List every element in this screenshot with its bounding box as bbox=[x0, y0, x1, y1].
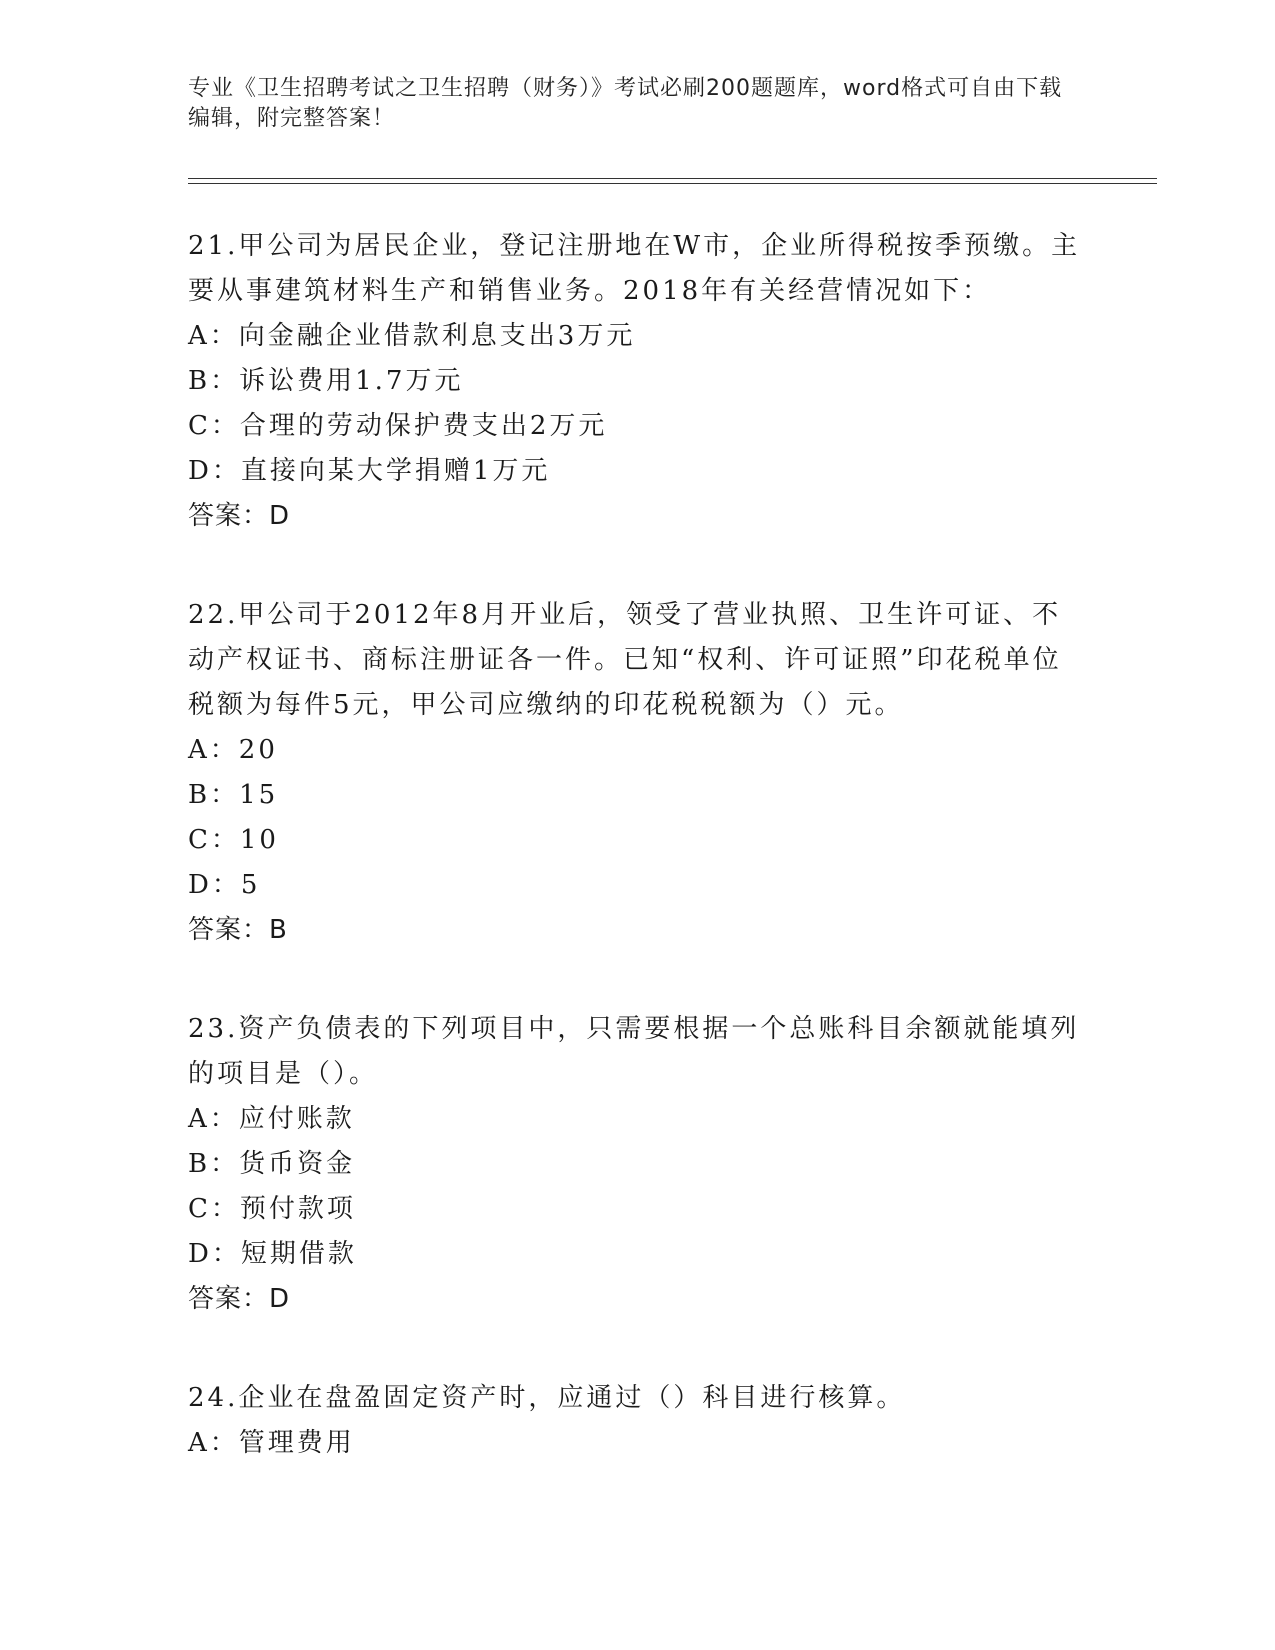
question-21 bbox=[188, 224, 1088, 539]
question-23 bbox=[188, 1007, 1088, 1322]
option-c: C：预付款项 bbox=[188, 1194, 356, 1224]
option-a: A：向金融企业借款利息支出3万元 bbox=[188, 321, 636, 351]
document-header: 专业《卫生招聘考试之卫生招聘（财务）》考试必刷200题题库，word格式可自由下载编辑，附完整答案！ bbox=[188, 76, 1063, 131]
question-number: 21. bbox=[188, 231, 239, 261]
question-number: 22. bbox=[188, 600, 239, 630]
question-text: 企业在盘盈固定资产时，应通过（）科目进行核算。 bbox=[238, 1383, 906, 1413]
option-b: B：15 bbox=[188, 780, 279, 810]
option-c: C：合理的劳动保护费支出2万元 bbox=[188, 411, 608, 441]
question-text: 甲公司于2012年8月开业后，领受了营业执照、卫生许可证、不动产权证书、商标注册证各一件。已知“权利、许可证照”印花税单位税额为每件5元，甲公司应缴纳的印花税税额为（）元。 bbox=[188, 600, 1062, 720]
option-d: D：直接向某大学捐赠1万元 bbox=[188, 456, 551, 486]
question-stem bbox=[188, 224, 1088, 314]
answer: 答案：B bbox=[188, 915, 288, 945]
question-text: 资产负债表的下列项目中，只需要根据一个总账科目余额就能填列的项目是（）。 bbox=[188, 1014, 1080, 1089]
question-number: 24. bbox=[188, 1383, 239, 1413]
question-22 bbox=[188, 593, 1088, 953]
option-a: A：管理费用 bbox=[188, 1428, 355, 1458]
question-stem bbox=[188, 593, 1088, 728]
option-b: B：货币资金 bbox=[188, 1149, 356, 1179]
option-a: A：20 bbox=[188, 735, 278, 765]
question-stem bbox=[188, 1376, 1088, 1421]
question-number: 23. bbox=[188, 1014, 239, 1044]
answer: 答案：D bbox=[188, 1284, 291, 1314]
header-rule-bottom bbox=[188, 183, 1157, 184]
header-rule-top bbox=[188, 178, 1157, 179]
option-b: B：诉讼费用1.7万元 bbox=[188, 366, 464, 396]
question-text: 甲公司为居民企业，登记注册地在W市，企业所得税按季预缴。主要从事建筑材料生产和销售业务。2018年有关经营情况如下： bbox=[188, 231, 1081, 306]
option-d: D：短期借款 bbox=[188, 1239, 357, 1269]
question-stem bbox=[188, 1007, 1088, 1097]
question-24 bbox=[188, 1376, 1088, 1466]
option-d: D：5 bbox=[188, 870, 261, 900]
option-a: A：应付账款 bbox=[188, 1104, 355, 1134]
option-c: C：10 bbox=[188, 825, 279, 855]
answer: 答案：D bbox=[188, 501, 291, 531]
